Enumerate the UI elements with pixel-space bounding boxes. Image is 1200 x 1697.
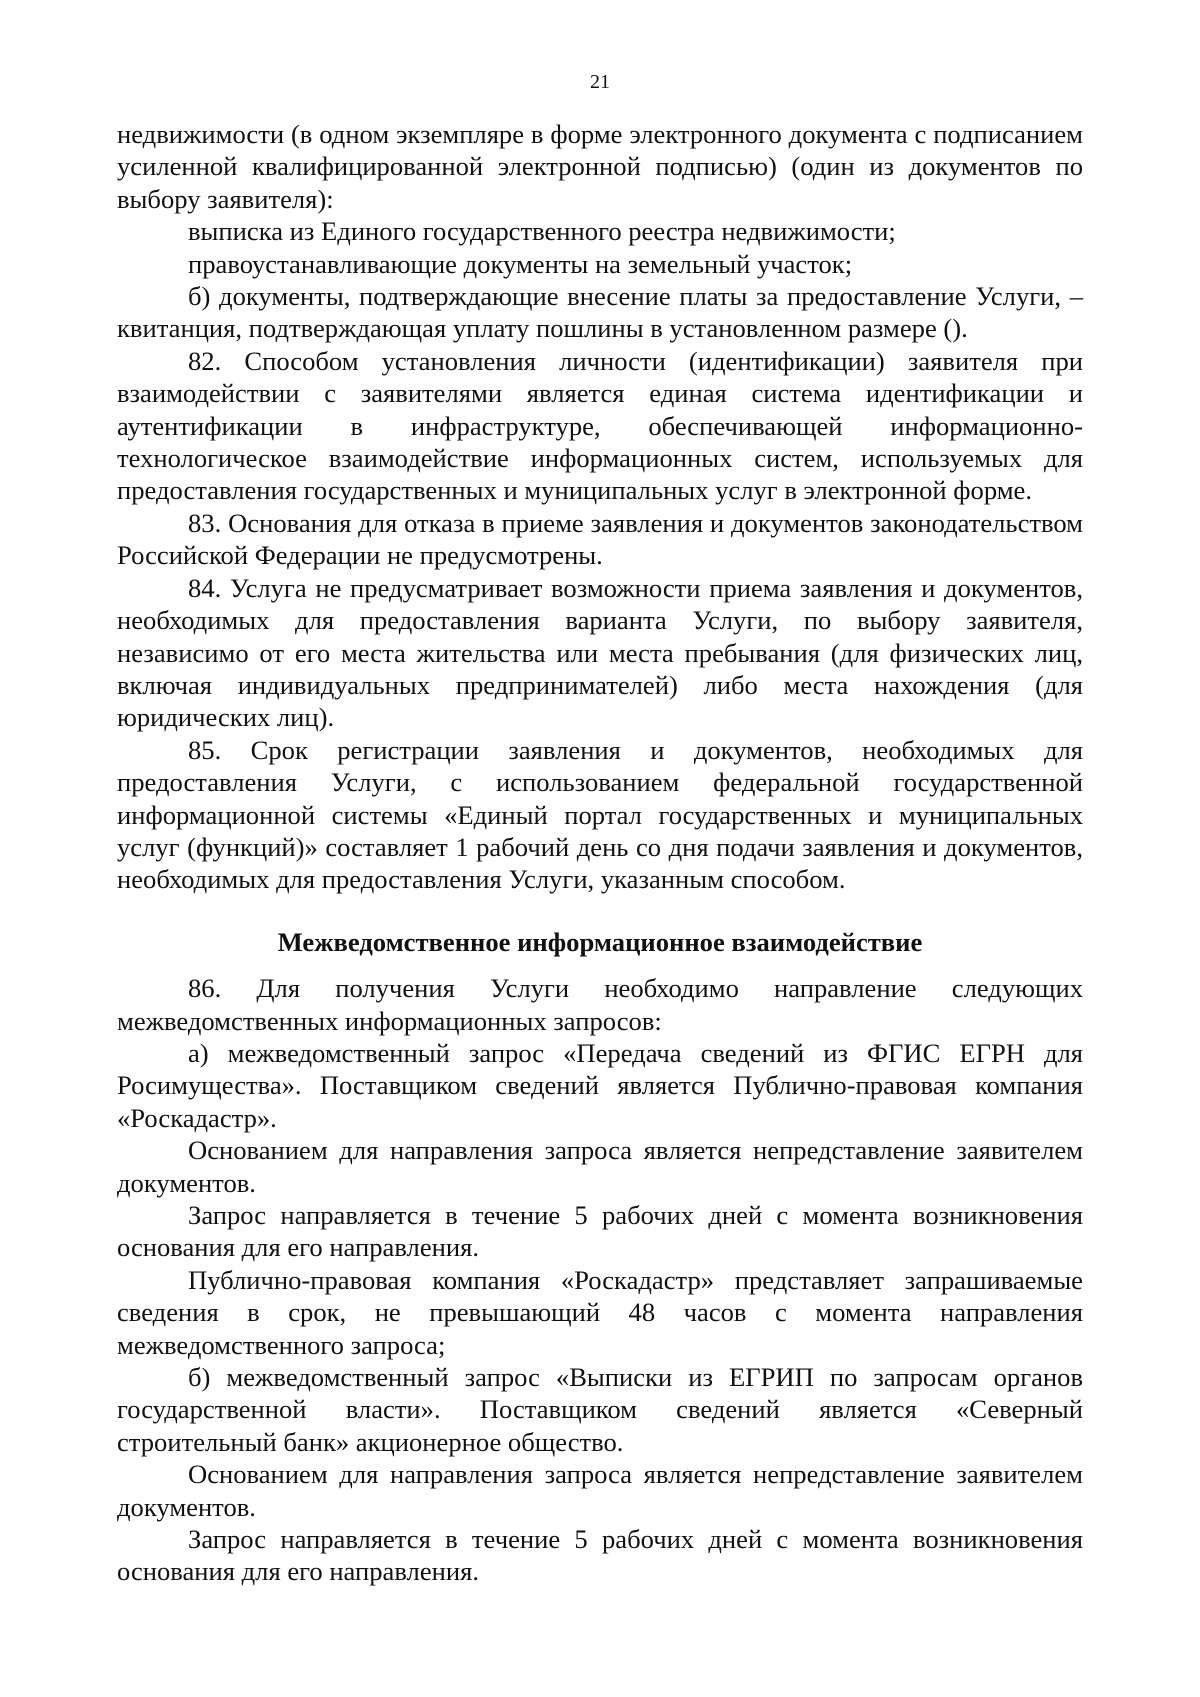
paragraph-86: 86. Для получения Услуги необходимо направление следующих межведомственных информационных запросов: bbox=[117, 973, 1083, 1036]
paragraph-83: 83. Основания для отказа в приеме заявления и документов законодательством Российской Федерации не предусмотрены. bbox=[117, 507, 1083, 571]
paragraph: Основанием для направления запроса является непредставление заявителем документов. bbox=[117, 1459, 1083, 1522]
paragraph: Основанием для направления запроса является непредставление заявителем документов. bbox=[117, 1135, 1083, 1198]
document-body bbox=[117, 118, 1083, 1588]
paragraph-subitem-b: б) документы, подтверждающие внесение платы за предоставление Услуги, – квитанция, подтверждающая уплату пошлины в установленном размере (). bbox=[117, 281, 1083, 344]
paragraph-subitem-b: б) межведомственный запрос «Выписки из ЕГРИП по запросам органов государственной власти». Поставщиком сведений является «Северный строительный банк» акционерное общество. bbox=[117, 1362, 1083, 1457]
paragraph-list-item: правоустанавливающие документы на земельный участок; bbox=[188, 248, 853, 279]
paragraph: Публично-правовая компания «Роскадастр» представляет запрашиваемые сведения в срок, не превышающий 48 часов с момента направления межведомственного запроса; bbox=[117, 1264, 1083, 1360]
paragraph-84: 84. Услуга не предусматривает возможности приема заявления и документов, необходимых для предоставления варианта Услуги, по выбору заявителя, независимо от его места жительства или места пребывания (для физических лиц, включая индивидуальных предпринимателей) либо места нахождения (для юридических лиц). bbox=[117, 572, 1083, 733]
paragraph: Запрос направляется в течение 5 рабочих дней с момента возникновения основания для его направления. bbox=[117, 1200, 1083, 1263]
paragraph-82: 82. Способом установления личности (идентификации) заявителя при взаимодействии с заявителями является единая система идентификации и аутентификации в инфраструктуре, обеспечивающей информационно-технологическое взаимодействие информационных систем, используемых для предоставления государственных и муниципальных услуг в электронной форме. bbox=[117, 345, 1083, 506]
paragraph-continuation: недвижимости (в одном экземпляре в форме электронного документа с подписанием усиленной квалифицированной электронной подписью) (один из документов по выбору заявителя): bbox=[117, 119, 1083, 214]
section-heading: Межведомственное информационное взаимодействие bbox=[277, 926, 923, 957]
paragraph: Запрос направляется в течение 5 рабочих дней с момента возникновения основания для его направления. bbox=[117, 1524, 1083, 1587]
paragraph-list-item: выписка из Единого государственного реестра недвижимости; bbox=[188, 216, 896, 247]
paragraph-subitem-a: а) межведомственный запрос «Передача сведений из ФГИС ЕГРН для Росимущества». Поставщиком сведений является Публично-правовая компания «Роскадастр». bbox=[117, 1037, 1083, 1133]
page-number: 21 bbox=[590, 71, 610, 93]
paragraph-85: 85. Срок регистрации заявления и документов, необходимых для предоставления Услуги, с использованием федеральной государственной информационной системы «Единый портал государственных и муниципальных услуг (функций)» составляет 1 рабочий день со дня подачи заявления и документов, необходимых для предоставления Услуги, указанным способом. bbox=[117, 734, 1083, 895]
